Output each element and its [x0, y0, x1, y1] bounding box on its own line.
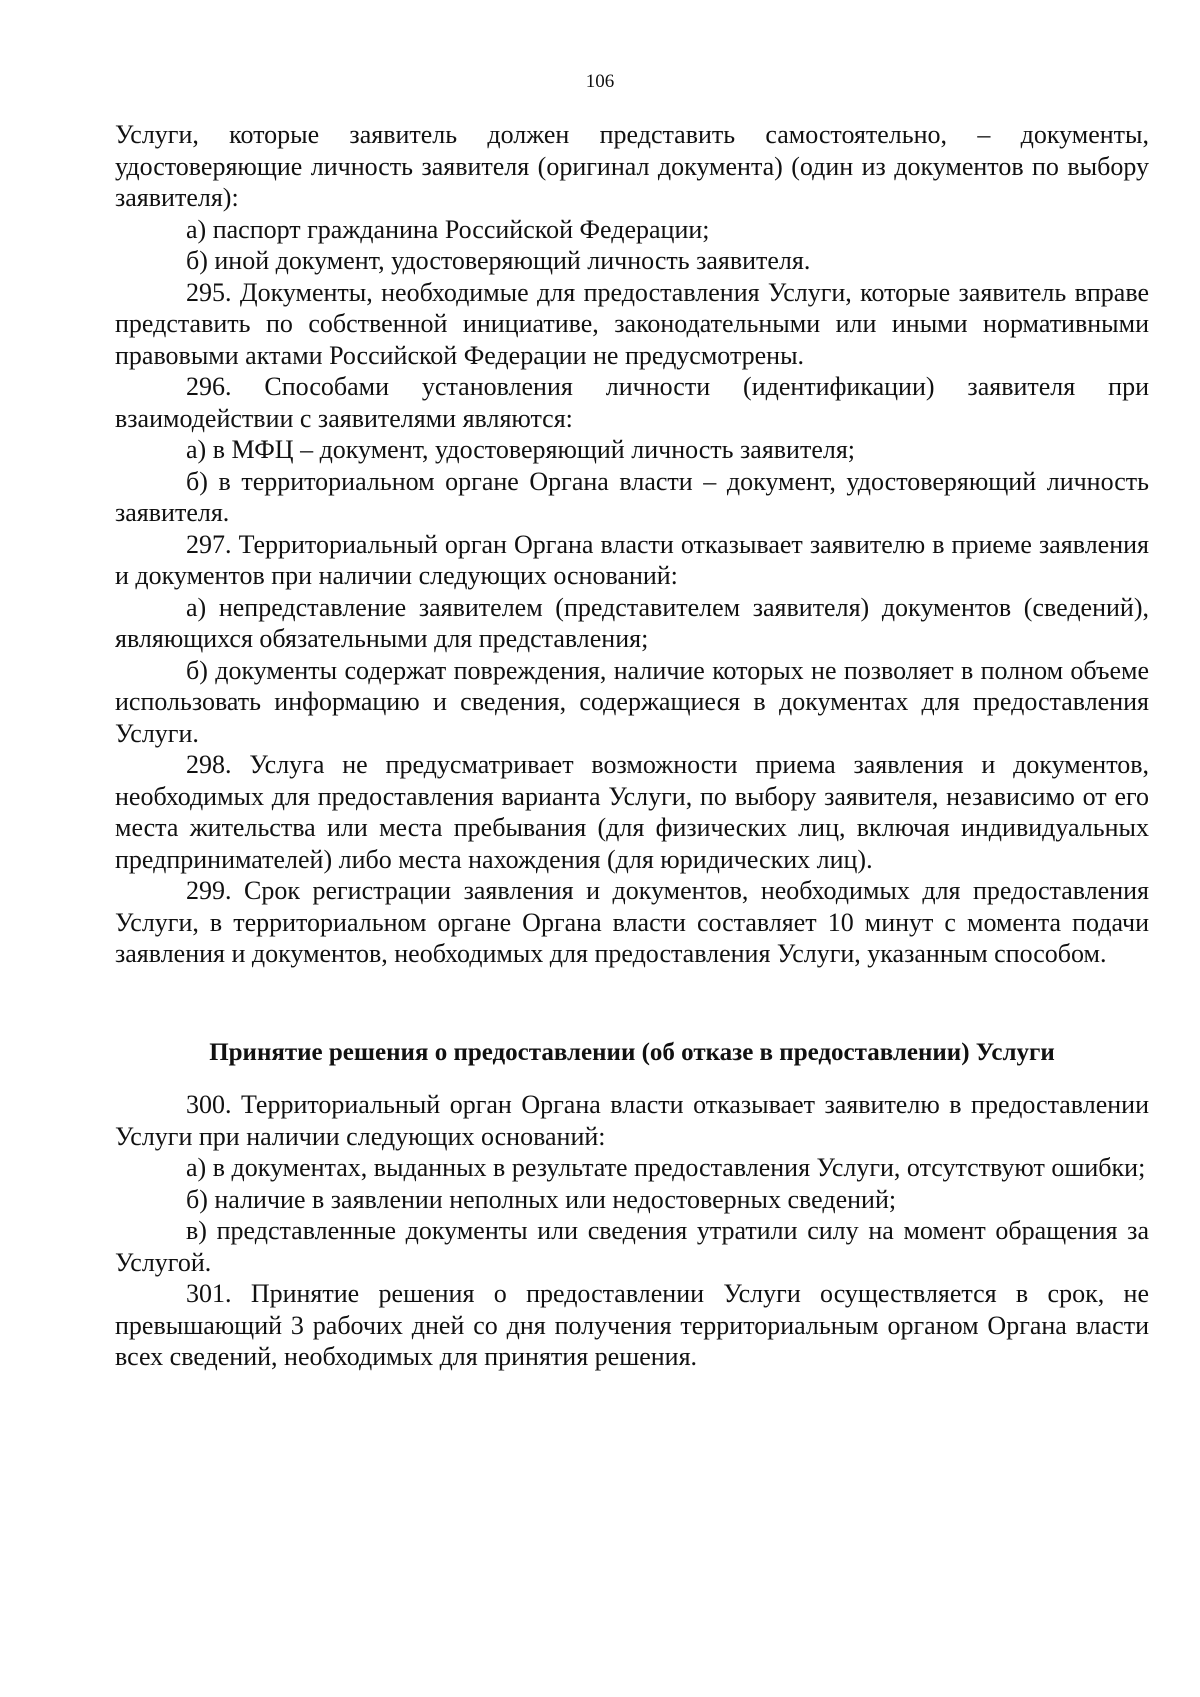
document-body: [115, 119, 1149, 1373]
paragraph: 300. Территориальный орган Органа власти отказывает заявителю в предоставлении Услуги при наличии следующих оснований:: [115, 1090, 1149, 1151]
paragraph: а) паспорт гражданина Российской Федерации;: [186, 214, 710, 244]
paragraph: б) документы содержат повреждения, наличие которых не позволяет в полном объеме использовать информацию и сведения, содержащиеся в документах для предоставления Услуги.: [115, 655, 1149, 748]
paragraph: 297. Территориальный орган Органа власти отказывает заявителю в приеме заявления и документов при наличии следующих оснований:: [115, 529, 1149, 590]
section-spacer: [115, 970, 1149, 1037]
paragraph: а) непредставление заявителем (представителем заявителя) документов (сведений), являющихся обязательными для представления;: [115, 592, 1149, 653]
paragraph: а) в МФЦ – документ, удостоверяющий личность заявителя;: [186, 435, 856, 464]
paragraph: Услуги, которые заявитель должен представить самостоятельно, – документы, удостоверяющие личность заявителя (оригинал документа) (один из документов по выбору заявителя):: [115, 120, 1149, 212]
page-number: 106: [585, 71, 615, 92]
paragraph: 301. Принятие решения о предоставлении Услуги осуществляется в срок, не превышающий 3 рабочих дней со дня получения территориальным органом Органа власти всех сведений, необходимых для принятия решения.: [115, 1279, 1149, 1371]
heading-gap: [115, 1068, 1149, 1089]
paragraph: а) в документах, выданных в результате предоставления Услуги, отсутствуют ошибки;: [186, 1153, 1146, 1182]
paragraph: б) иной документ, удостоверяющий личность заявителя.: [186, 246, 811, 275]
section-heading: Принятие решения о предоставлении (об отказе в предоставлении) Услуги: [209, 1038, 1055, 1066]
paragraph: б) в территориальном органе Органа власти – документ, удостоверяющий личность заявителя.: [115, 466, 1149, 527]
paragraph: 299. Срок регистрации заявления и документов, необходимых для предоставления Услуги, в территориальном органе Органа власти составляет 10 минут с момента подачи заявления и документов, необходимых для предоставления Услуги, указанным способом.: [115, 876, 1149, 968]
paragraph: б) наличие в заявлении неполных или недостоверных сведений;: [186, 1184, 897, 1214]
paragraphs-after-heading: [115, 1089, 1149, 1373]
paragraphs-before-heading: [115, 119, 1149, 970]
paragraph: в) представленные документы или сведения утратили силу на момент обращения за Услугой.: [115, 1216, 1149, 1277]
paragraph: 298. Услуга не предусматривает возможности приема заявления и документов, необходимых для предоставления варианта Услуги, по выбору заявителя, независимо от его места жительства или места пребывания (для физических лиц, включая индивидуальных предпринимателей) либо места нахождения (для юридических лиц).: [115, 750, 1149, 874]
paragraph: 296. Способами установления личности (идентификации) заявителя при взаимодействии с заявителями являются:: [115, 372, 1149, 433]
paragraph: 295. Документы, необходимые для предоставления Услуги, которые заявитель вправе представить по собственной инициативе, законодательными или иными нормативными правовыми актами Российской Федерации не предусмотрены.: [115, 277, 1149, 370]
